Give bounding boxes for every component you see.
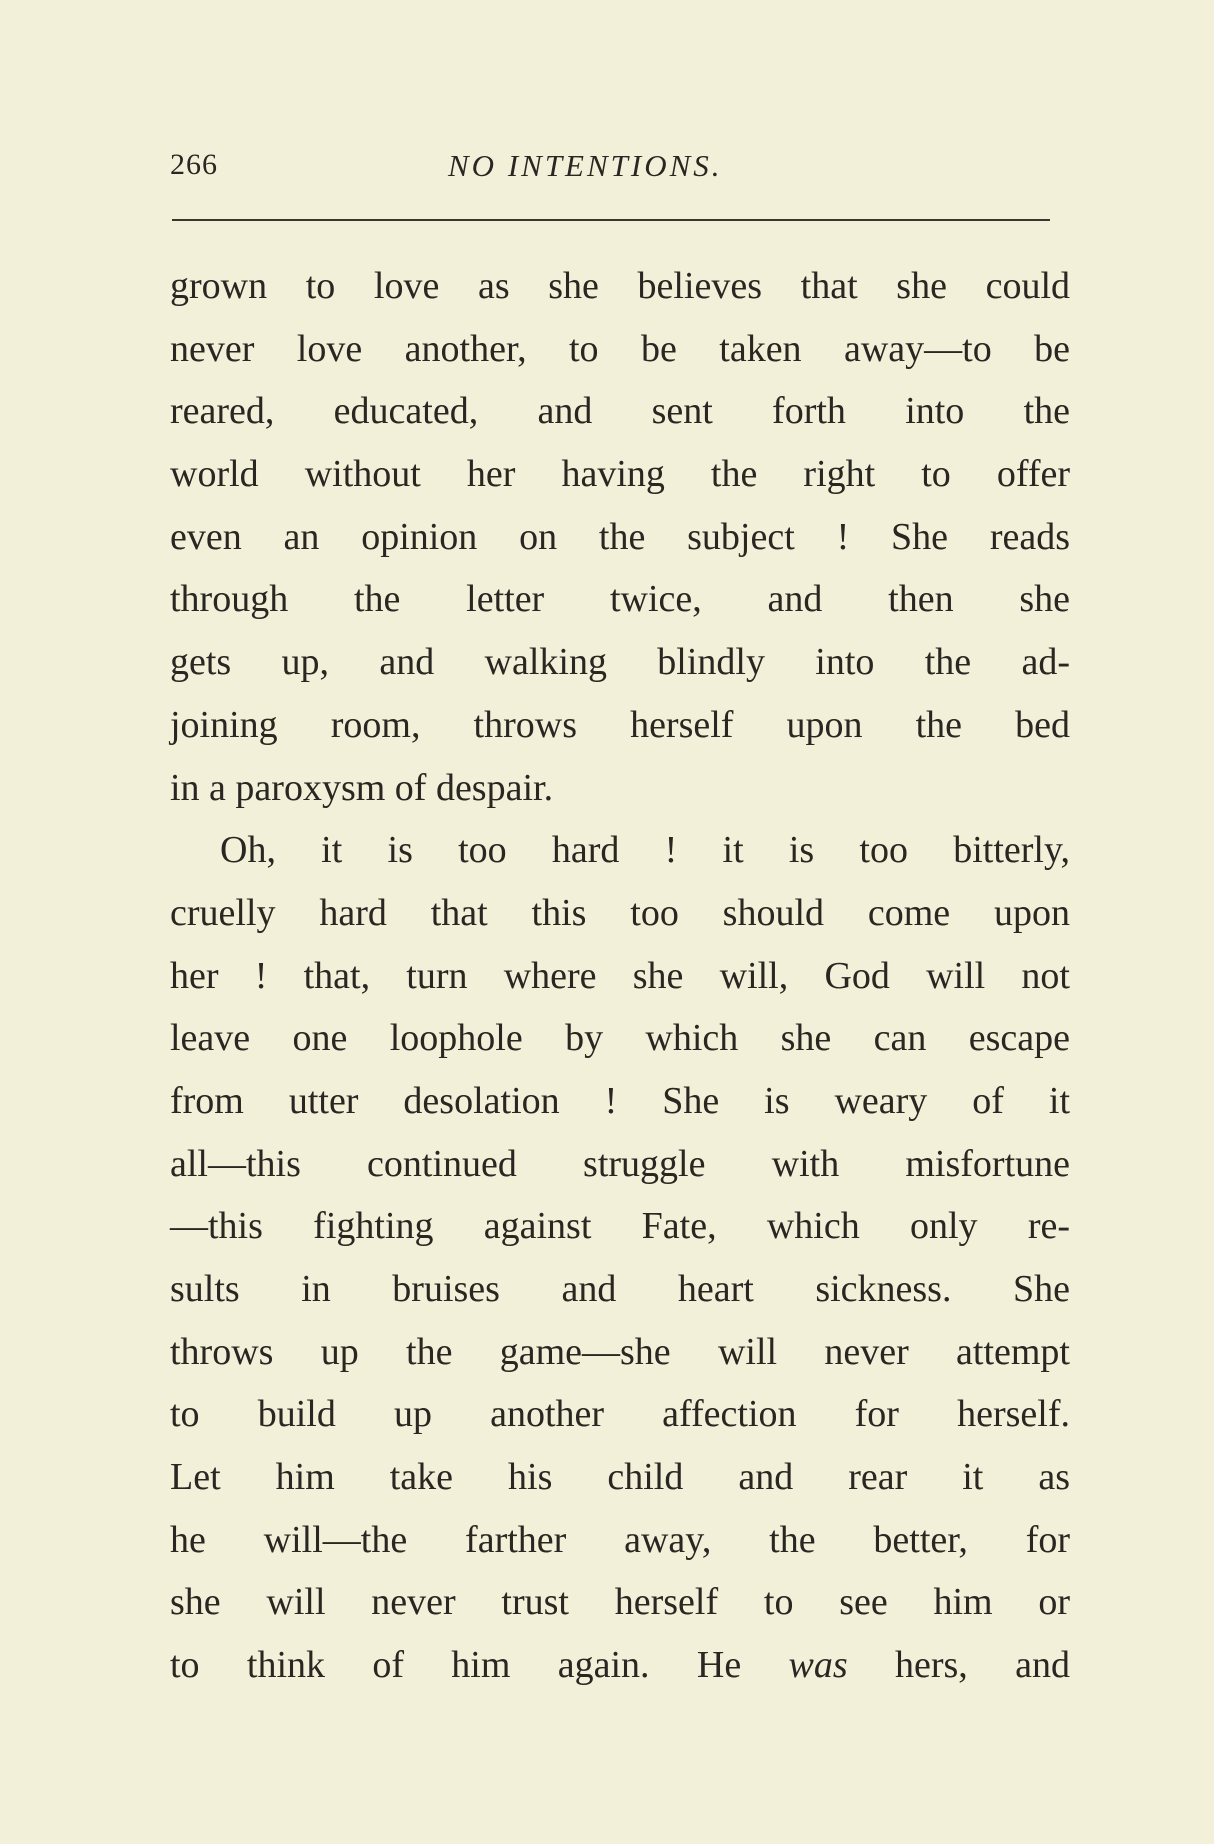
text-line: he will—the farther away, the better, for [170, 1518, 1070, 1561]
page-number: 266 [170, 148, 218, 181]
header-rule [172, 219, 1050, 221]
text-line: to build up another affection for herself. [170, 1393, 1070, 1436]
italic-word: was [788, 1644, 848, 1687]
running-head [170, 148, 1050, 188]
text-line: gets up, and walking blindly into the ad- [170, 641, 1070, 684]
text-line: sults in bruises and heart sickness. She [170, 1268, 1070, 1310]
text-fragment: to think of him again. He [170, 1644, 789, 1687]
text-line: through the letter twice, and then she [170, 578, 1070, 621]
text-line: reared, educated, and sent forth into the [170, 390, 1070, 433]
paragraph-start-line: Oh, it is too hard ! it is too bitterly, [220, 829, 1070, 872]
text-line: throws up the game—she will never attempt [170, 1330, 1070, 1373]
running-title: NO INTENTIONS. [448, 148, 723, 183]
text-line: all—this continued struggle with misfortune [170, 1142, 1070, 1185]
text-line: joining room, throws herself upon the bed [170, 703, 1070, 746]
text-line: never love another, to be taken away—to be [170, 327, 1070, 370]
text-line: in a paroxysm of despair. [170, 766, 554, 809]
text-line: she will never trust herself to see him or [170, 1581, 1070, 1624]
text-line-last [170, 1634, 1070, 1697]
text-line: grown to love as she believes that she could [170, 265, 1070, 307]
body-text [170, 255, 1070, 1697]
text-line: from utter desolation ! She is weary of it [170, 1079, 1070, 1122]
text-line: even an opinion on the subject ! She reads [170, 515, 1070, 558]
text-line: leave one loophole by which she can escape [170, 1017, 1070, 1060]
text-line: —this fighting against Fate, which only re- [170, 1205, 1070, 1248]
text-line: cruelly hard that this too should come upon [170, 891, 1070, 934]
text-line: Let him take his child and rear it as [170, 1456, 1070, 1499]
text-fragment: hers, and [847, 1644, 1070, 1687]
text-line: world without her having the right to offer [170, 453, 1070, 496]
text-line: her ! that, turn where she will, God will not [170, 954, 1070, 997]
